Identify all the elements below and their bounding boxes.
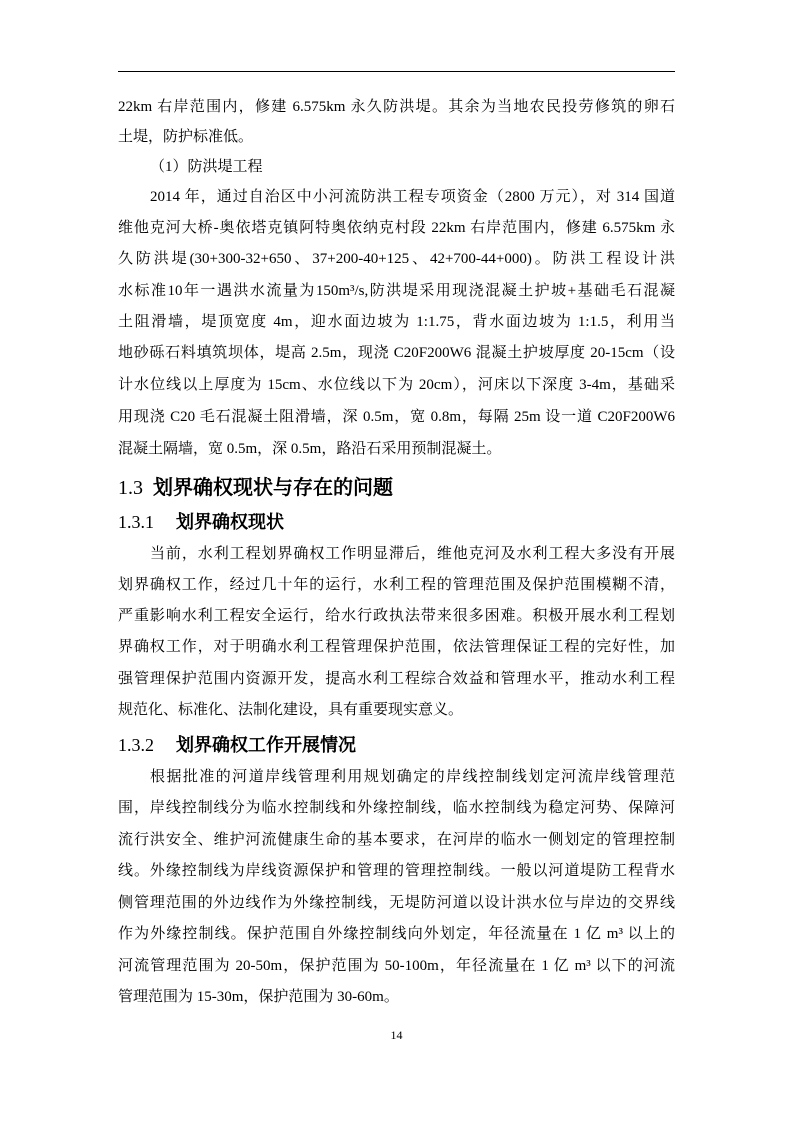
paragraph-line: 当前，水利工程划界确权工作明显滞后，维他克河及水利工程大多没有开展 — [150, 546, 675, 562]
paragraph-line: 作为外缘控制线。保护范围自外缘控制线向外划定，年径流量在 1 亿 m³ 以上的 — [118, 926, 675, 942]
paragraph-line: 河流管理范围为 20-50m，保护范围为 50-100m，年径流量在 1 亿 m³ 以下的河流 — [118, 958, 675, 974]
paragraph-line: 22km 右岸范围内，修建 6.575km 永久防洪堤。其余为当地农民投劳修筑的卵石 — [118, 99, 675, 115]
levee-subsection-title: （1）防洪堤工程 — [150, 159, 263, 175]
paragraph-line: 强管理保护范围内资源开发，提高水利工程综合效益和管理水平，推动水利工程 — [118, 671, 675, 687]
subsection-number: 1.3.2 — [118, 735, 154, 755]
subsection-number: 1.3.1 — [118, 512, 154, 532]
paragraph-line: 地砂砾石料填筑坝体，堤高 2.5m，现浇 C20F200W6 混凝土护坡厚度 20-15cm（设 — [118, 345, 675, 361]
subsection-heading — [118, 733, 675, 757]
section-title: 划界确权现状与存在的问题 — [153, 475, 393, 499]
paragraph-line: 土阻滑墙，堤顶宽度 4m，迎水面边坡为 1:1.75，背水面边坡为 1:1.5，利用当 — [118, 314, 675, 330]
paragraph-line: 界确权工作，对于明确水利工程管理保护范围，依法管理保证工程的完好性，加 — [118, 639, 675, 655]
paragraph-line: 久防洪堤(30+300-32+650、37+200-40+125、42+700-44+000)。防洪工程设计洪 — [118, 251, 675, 267]
paragraph-line: 水标准10年一遇洪水流量为150m³/s,防洪堤采用现浇混凝土护坡+基础毛石混凝 — [118, 283, 675, 299]
paragraph-line: 2014 年，通过自治区中小河流防洪工程专项资金（2800 万元），对 314 国道 — [150, 189, 675, 205]
paragraph-line: 计水位线以上厚度为 15cm、水位线以下为 20cm），河床以下深度 3-4m，基础采 — [118, 377, 675, 393]
paragraph-line: 严重影响水利工程安全运行，给水行政执法带来很多困难。积极开展水利工程划 — [118, 608, 675, 624]
page-number: 14 — [390, 1028, 403, 1042]
section-heading — [118, 474, 675, 500]
paragraph-line: 侧管理范围的外边线作为外缘控制线，无堤防河道以设计洪水位与岸边的交界线 — [118, 895, 675, 911]
paragraph-line: 管理范围为 15-30m，保护范围为 30-60m。 — [118, 989, 399, 1005]
paragraph-line: 土堤，防护标准低。 — [118, 129, 254, 145]
paragraph-line: 围，岸线控制线分为临水控制线和外缘控制线，临水控制线为稳定河势、保障河 — [118, 800, 675, 816]
subsection-heading — [118, 510, 675, 534]
paragraph-line: 线。外缘控制线为岸线资源保护和管理的管理控制线。一般以河道堤防工程背水 — [118, 863, 675, 879]
subsection-title: 划界确权现状 — [176, 512, 284, 533]
paragraph-line: 混凝土隔墙，宽 0.5m，深 0.5m，路沿石采用预制混凝土。 — [118, 441, 502, 457]
paragraph-line: 规范化、标准化、法制化建设，具有重要现实意义。 — [118, 702, 464, 718]
paragraph-line: 划界确权工作，经过几十年的运行，水利工程的管理范围及保护范围模糊不清， — [118, 577, 675, 593]
section-number: 1.3 — [118, 477, 143, 499]
subsection-title: 划界确权工作开展情况 — [176, 735, 356, 756]
paragraph-line: 流行洪安全、维护河流健康生命的基本要求，在河岸的临水一侧划定的管理控制 — [118, 832, 675, 848]
paragraph-line: 用现浇 C20 毛石混凝土阻滑墙，深 0.5m，宽 0.8m，每隔 25m 设一道 C20F200W6 — [118, 409, 675, 425]
paragraph-line: 维他克河大桥-奥依塔克镇阿特奥依纳克村段 22km 右岸范围内，修建 6.575km 永 — [118, 220, 675, 236]
paragraph-line: 根据批准的河道岸线管理利用规划确定的岸线控制线划定河流岸线管理范 — [150, 769, 675, 785]
header-rule — [118, 71, 675, 72]
